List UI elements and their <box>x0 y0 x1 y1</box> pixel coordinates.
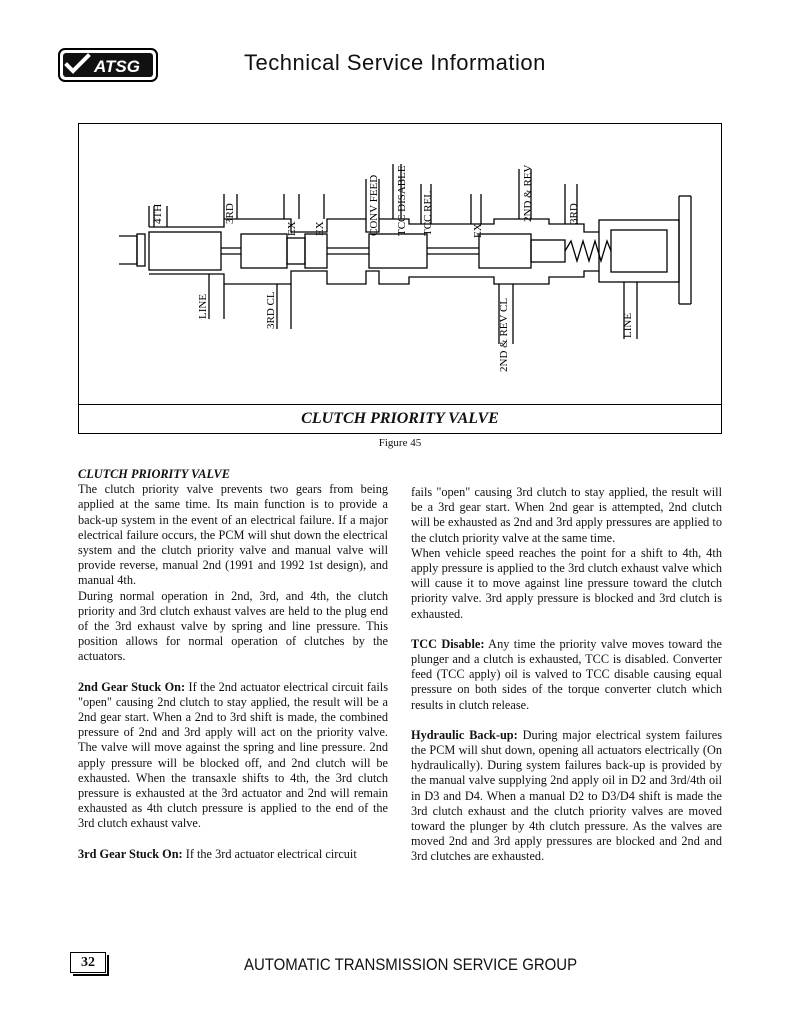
logo-text: ATSG <box>94 57 140 76</box>
paragraph <box>411 637 722 713</box>
left-column <box>78 467 388 862</box>
paragraph-lead: TCC Disable: <box>411 636 485 651</box>
paragraph: When vehicle speed reaches the point for a shift to 4th, 4th apply pressure is applied to the 3rd clutch exhaust valve which will cause it to move against line pressure toward the clutch priority valve. 3rd apply pressure is blocked and 3rd clutch is exhausted. <box>411 545 722 621</box>
paragraph: fails "open" causing 3rd clutch to stay applied, the result will be a 3rd gear start. When 2nd gear is attempted, 2nd clutch will be exhausted as 2nd and 3rd apply pressures are applied to the clutch priority valve at the same time. <box>411 485 722 545</box>
label-ex-2: EX <box>314 221 326 236</box>
label-tcc-rel: TCC REL <box>422 191 434 236</box>
label-2nd-rev: 2ND & REV <box>522 164 534 222</box>
paragraph: The clutch priority valve prevents two gears from being applied at the same time. Its main function is to provide a back-up system in the event of an electrical failure. If a major electrical failure occurs, the PCM will shut down the electrical system and the clutch priority valve and manual valve will provide reverse, manual 2nd (1991 and 1992 1st design), and manual 4th. <box>78 482 388 588</box>
paragraph <box>78 847 388 862</box>
paragraph-body: During major electrical system failures the PCM will shut down, opening all actuators electrically (On hydraulically). During system failures back-up is provided by the manual valve supplying 2nd apply oil in D2 and 3rd/4th oil in D3 and D4. When a manual D2 to D3/D4 shift is made the 3rd clutch exhaust and the clutch priority valves are moved toward the plunger by 4th clutch pressure. As the valves are moved 2nd and 3rd apply pressures are blocked and 2nd and 3rd clutches are exhausted. <box>411 727 722 864</box>
label-2nd-rev-cl: 2ND & REV CL <box>498 297 510 372</box>
figure-title: CLUTCH PRIORITY VALVE <box>79 404 721 433</box>
label-3rd: 3RD <box>224 203 236 224</box>
label-ex-1: EX <box>286 221 298 236</box>
diagram-labels-bottom <box>197 291 634 372</box>
label-ex-3: EX <box>472 223 484 238</box>
paragraph-body: If the 3rd actuator electrical circuit <box>182 846 357 861</box>
page-number: 32 <box>70 952 106 973</box>
footer-org: AUTOMATIC TRANSMISSION SERVICE GROUP <box>244 955 578 974</box>
label-tcc-disable: TCC DISABLE <box>396 165 408 236</box>
page-header-title: Technical Service Information <box>244 50 546 75</box>
label-conv-feed: CONV FEED <box>368 174 380 236</box>
valve-diagram <box>79 124 723 407</box>
label-3rd-cl: 3RD CL <box>265 291 277 329</box>
section-heading: CLUTCH PRIORITY VALVE <box>78 467 230 481</box>
paragraph: During normal operation in 2nd, 3rd, and 4th, the clutch priority and 3rd clutch exhaust valves are held to the plug end of the 3rd exhaust valve by spring and line pressure. This position allows for normal operation of clutches by the actuators. <box>78 588 388 664</box>
paragraph-lead: 2nd Gear Stuck On: <box>78 679 186 694</box>
paragraph <box>411 728 722 865</box>
figure-caption: Figure 45 <box>378 437 422 449</box>
label-line-right: LINE <box>622 312 634 338</box>
right-column <box>411 485 722 865</box>
paragraph <box>78 680 388 832</box>
atsg-logo <box>58 48 158 82</box>
label-3rd-right: 3RD <box>568 203 580 224</box>
figure-box <box>78 123 722 434</box>
label-line-left: LINE <box>197 293 209 319</box>
paragraph-body: Any time the priority valve moves toward the plunger and a clutch is exhausted, TCC is disabled. Converter feed (TCC apply) oil is valved to TCC disable causing equal pressure on both sides of the torque converter clutch which results in clutch release. <box>411 636 723 712</box>
paragraph-body: If the 2nd actuator electrical circuit fails "open" causing 2nd clutch to stay applied, the result will be a 2nd gear start. When a 2nd to 3rd shift is made, the combined pressure of 2nd and 3rd apply will act on the priority valve. The valve will move against the spring and line pressure. 2nd apply pressure will be blocked off, and 2nd clutch will be exhausted. When the transaxle shifts to 4th, the 3rd clutch pressure is exhausted at the 3rd actuator and 2nd will remain exhausted as 4th clutch pressure is applied to the end of the 3rd clutch exhaust valve. <box>78 679 388 831</box>
paragraph-lead: Hydraulic Back-up: <box>411 727 518 742</box>
paragraph-lead: 3rd Gear Stuck On: <box>78 846 183 861</box>
label-4th: 4TH <box>152 203 164 224</box>
